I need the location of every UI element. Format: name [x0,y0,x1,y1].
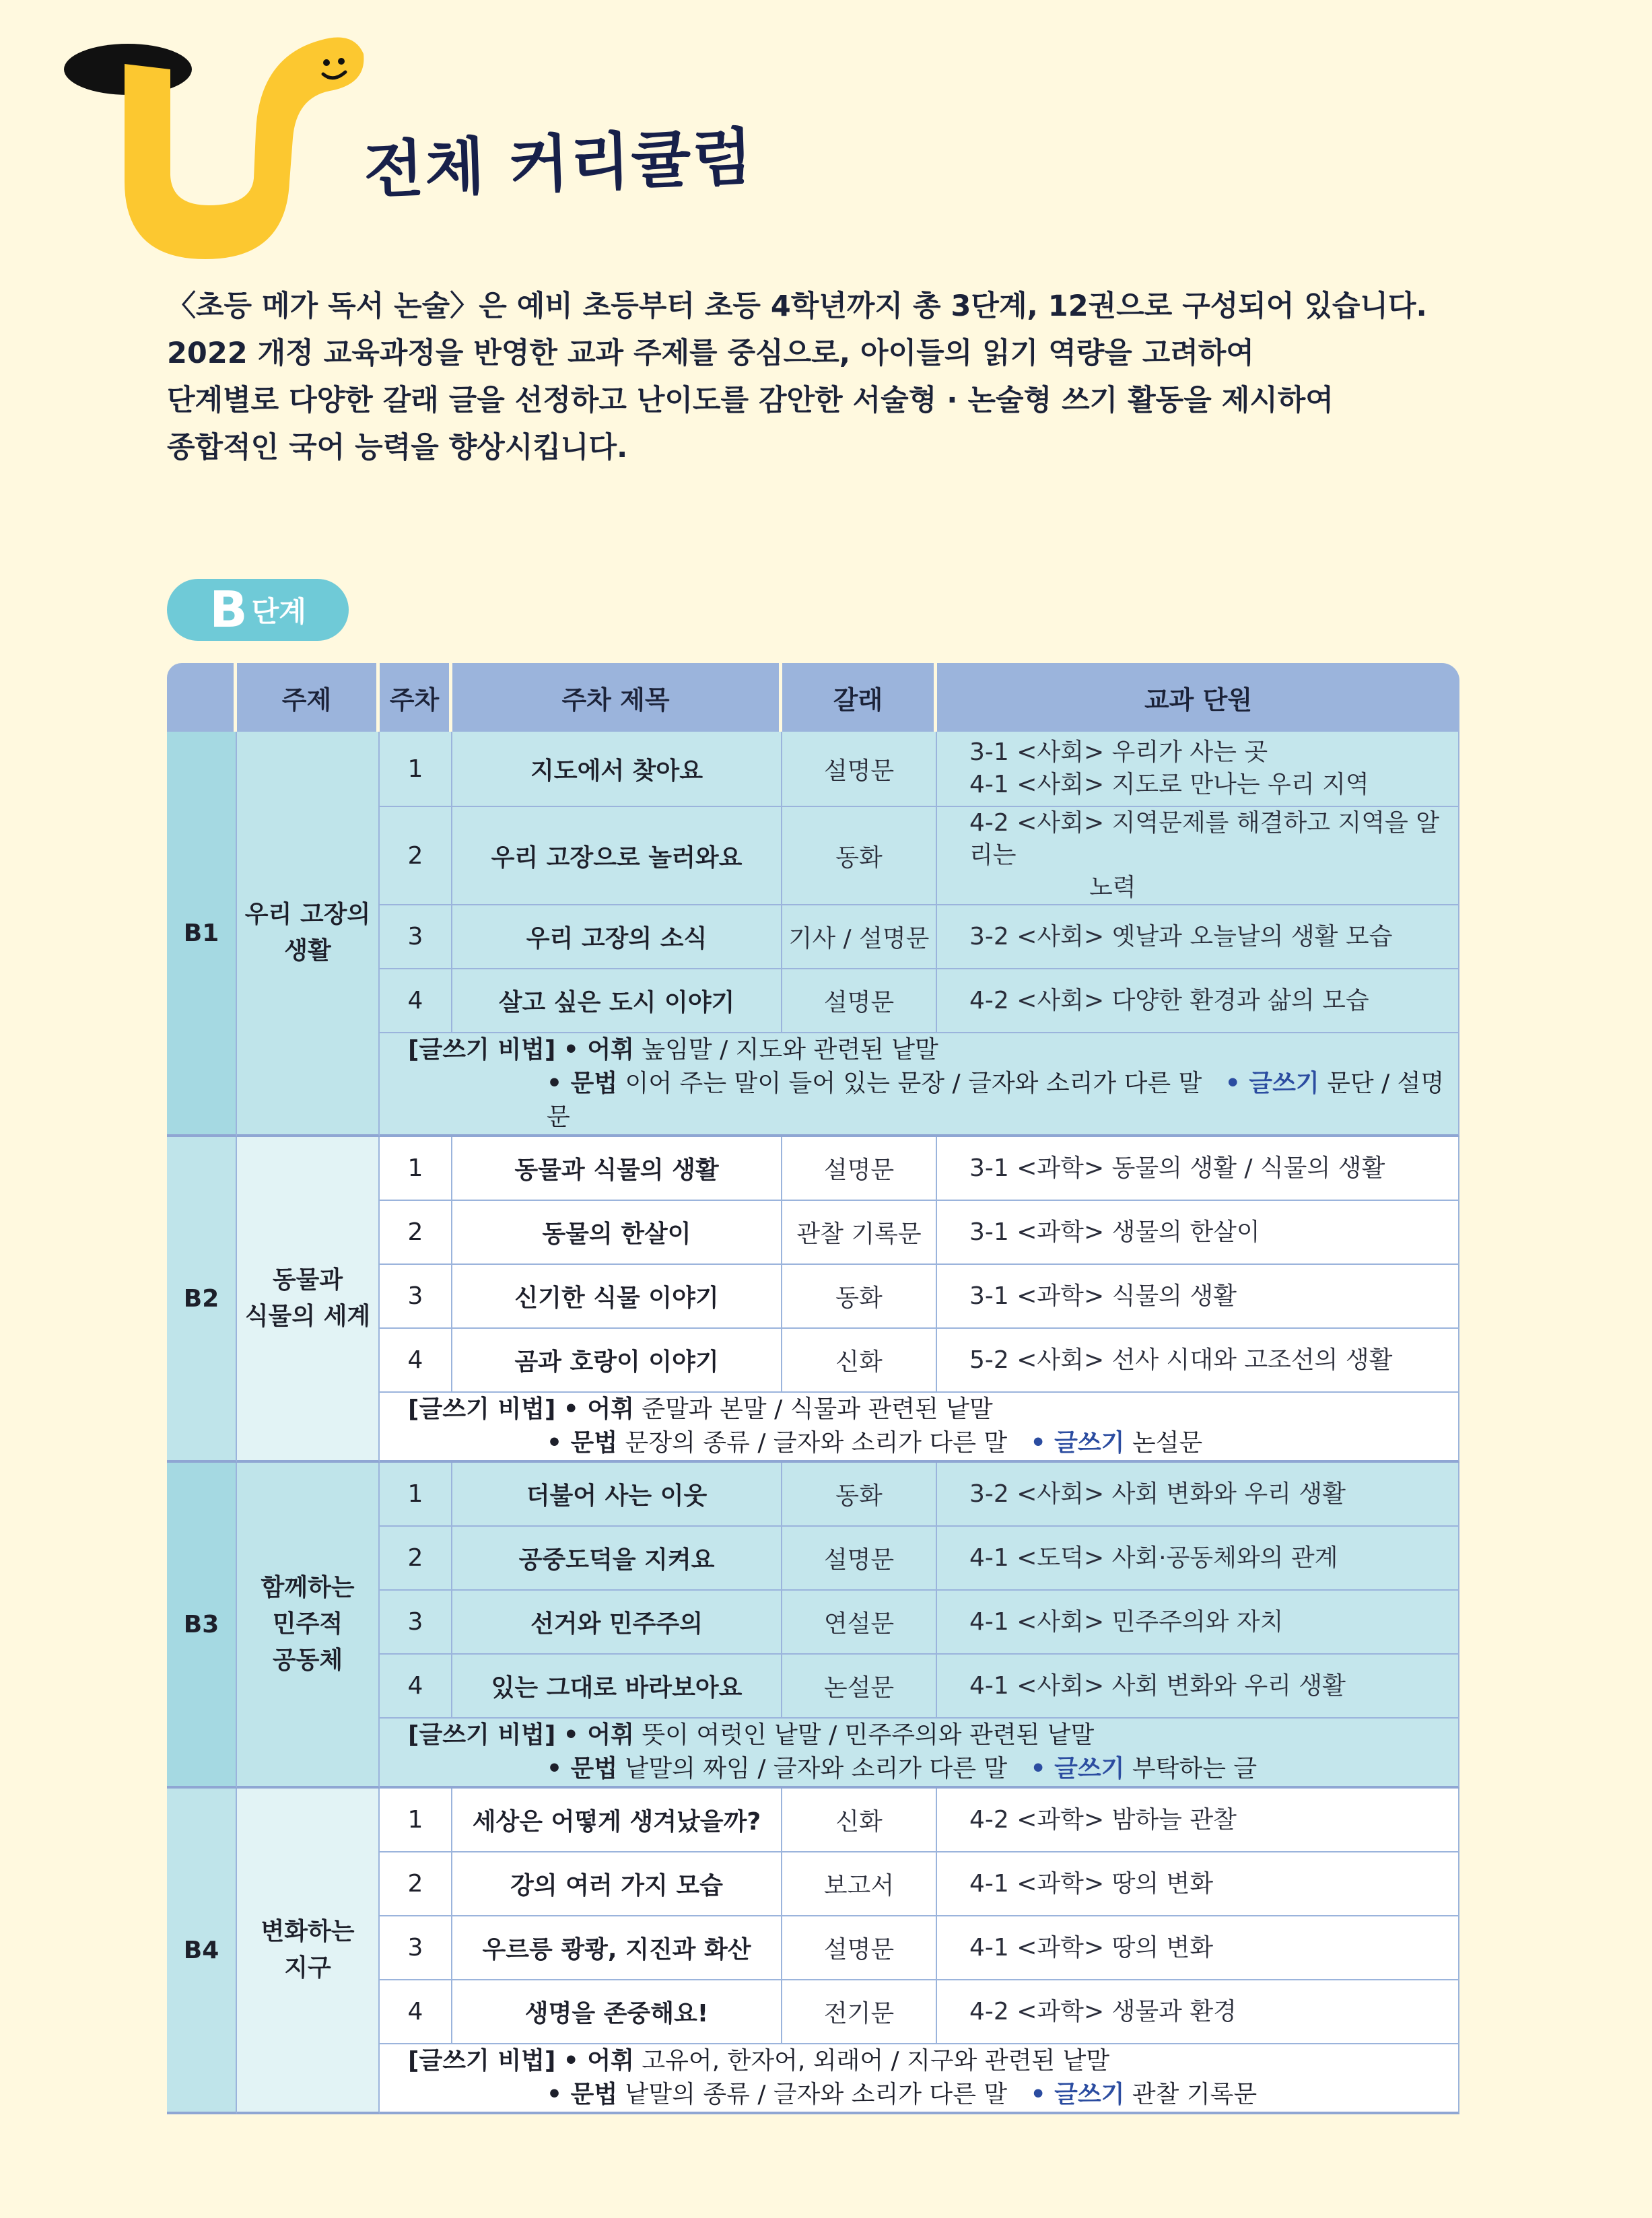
tip-label: [글쓰기 비법] [408,1036,556,1064]
group-id: B3 [167,1463,237,1789]
genre: 관찰 기록문 [782,1201,937,1265]
topic-line: 공동체 [272,1647,343,1674]
week-number: 4 [380,1980,452,2044]
vocab-text: 준말과 본말 / 식물과 관련된 낱말 [633,1395,993,1423]
curriculum-unit: 4-1 <과학> 땅의 변화 [937,1916,1459,1980]
vocab-text: 뜻이 여럿인 낱말 / 민주주의와 관련된 낱말 [633,1721,1095,1749]
curriculum-unit: 4-2 <사회> 다양한 환경과 삶의 모습 [937,969,1459,1033]
genre: 설명문 [782,732,937,807]
week-title: 곰과 호랑이 이야기 [452,1329,782,1393]
week-number: 4 [380,1329,452,1393]
week-number: 3 [380,1265,452,1329]
week-title: 우리 고장으로 놀러와요 [452,807,782,905]
writing-tip [380,1033,1459,1137]
genre: 신화 [782,1329,937,1393]
week-title: 공중도덕을 지켜요 [452,1527,782,1591]
vocab-keyword: • 어휘 [563,1036,634,1064]
genre: 동화 [782,807,937,905]
writing-tip [380,2044,1459,2114]
curriculum-table [167,663,1459,2114]
topic-line: 지구 [284,1954,331,1982]
table-row [167,1463,1459,1527]
week-number: 2 [380,1852,452,1916]
curriculum-unit: 4-1 <도덕> 사회·공동체와의 관계 [937,1527,1459,1591]
group-topic [237,1463,380,1789]
unit-line: 4-2 <사회> 지역문제를 해결하고 지역을 알리는 [969,809,1439,869]
genre: 동화 [782,1265,937,1329]
header-cell [167,663,237,732]
curriculum-unit: 4-2 <과학> 생물과 환경 [937,1980,1459,2044]
writing-text: 논설문 [1124,1429,1203,1457]
week-number: 3 [380,1591,452,1655]
writing-text: 문단 / 설명문 [547,1070,1445,1131]
week-title: 선거와 민주주의 [452,1591,782,1655]
vocab-text: 높임말 / 지도와 관련된 낱말 [633,1036,938,1064]
group-id: B2 [167,1137,237,1463]
week-number: 2 [380,1527,452,1591]
week-number: 1 [380,1463,452,1527]
genre: 설명문 [782,1527,937,1591]
curriculum-unit: 3-1 <과학> 식물의 생활 [937,1265,1459,1329]
grammar-keyword: • 문법 [547,1755,618,1782]
topic-line: 식물의 세계 [244,1303,371,1330]
header-cell: 갈래 [782,663,937,732]
group-topic [237,732,380,1137]
curriculum-unit [937,807,1459,905]
genre: 보고서 [782,1852,937,1916]
table-row [167,1789,1459,1852]
grammar-text: 이어 주는 말이 들어 있는 문장 / 글자와 소리가 다른 말 [617,1070,1202,1097]
week-number: 3 [380,905,452,969]
vocab-text: 고유어, 한자어, 외래어 / 지구와 관련된 낱말 [633,2047,1110,2075]
week-title: 생명을 존중해요! [452,1980,782,2044]
genre: 신화 [782,1789,937,1852]
unit-line: 3-1 <사회> 우리가 사는 곳 [969,738,1268,766]
week-title: 동물과 식물의 생활 [452,1137,782,1201]
topic-line: 생활 [284,937,331,965]
curriculum-unit: 5-2 <사회> 선사 시대와 고조선의 생활 [937,1329,1459,1393]
week-title: 세상은 어떻게 생겨났을까? [452,1789,782,1852]
genre: 기사 / 설명문 [782,905,937,969]
vocab-keyword: • 어휘 [563,1721,634,1749]
grammar-keyword: • 문법 [547,1429,618,1457]
curriculum-unit: 3-2 <사회> 사회 변화와 우리 생활 [937,1463,1459,1527]
stage-badge [167,579,349,641]
genre: 동화 [782,1463,937,1527]
week-number: 1 [380,1137,452,1201]
genre: 논설문 [782,1655,937,1719]
genre: 설명문 [782,1916,937,1980]
intro-line: 〈초등 메가 독서 논술〉은 예비 초등부터 초등 4학년까지 총 3단계, 12권으로 구성되어 있습니다. [167,289,1427,323]
mascot-eye-right [338,58,345,65]
grammar-text: 낱말의 짜임 / 글자와 소리가 다른 말 [617,1755,1008,1782]
table-row [167,732,1459,807]
group-id: B4 [167,1789,237,2114]
curriculum-unit: 3-1 <과학> 생물의 한살이 [937,1201,1459,1265]
genre: 설명문 [782,1137,937,1201]
week-title: 있는 그대로 바라보아요 [452,1655,782,1719]
header-cell: 주차 [380,663,452,732]
grammar-text: 낱말의 종류 / 글자와 소리가 다른 말 [617,2081,1008,2108]
mascot-eye-left [323,59,330,66]
week-title: 살고 싶은 도시 이야기 [452,969,782,1033]
curriculum-unit: 4-1 <과학> 땅의 변화 [937,1852,1459,1916]
week-title: 신기한 식물 이야기 [452,1265,782,1329]
writing-keyword: • 글쓰기 [1225,1070,1319,1097]
intro-line: 단계별로 다양한 갈래 글을 선정하고 난이도를 감안한 서술형 · 논술형 쓰기 활동을 제시하여 [167,384,1334,417]
week-number: 2 [380,1201,452,1265]
mascot-body [125,38,364,260]
group-topic [237,1789,380,2114]
header-cell: 교과 단원 [937,663,1459,732]
topic-line: 우리 고장의 [244,901,371,928]
grammar-keyword: • 문법 [547,1070,618,1097]
unit-line: 노력 [1089,874,1136,901]
week-title: 우리 고장의 소식 [452,905,782,969]
grammar-text: 문장의 종류 / 글자와 소리가 다른 말 [617,1429,1008,1457]
table-row [167,1137,1459,1201]
week-number: 4 [380,969,452,1033]
tip-label: [글쓰기 비법] [408,1395,556,1423]
genre: 연설문 [782,1591,937,1655]
curriculum-unit [937,732,1459,807]
topic-line: 동물과 [272,1266,343,1294]
writing-tip [380,1719,1459,1789]
vocab-keyword: • 어휘 [563,1395,634,1423]
week-number: 4 [380,1655,452,1719]
writing-keyword: • 글쓰기 [1030,1755,1125,1782]
topic-line: 변화하는 [261,1918,355,1945]
mascot-logo [64,37,367,269]
header-cell: 주제 [237,663,380,732]
stage-word: 단계 [251,595,306,628]
stage-letter: B [209,581,248,639]
vocab-keyword: • 어휘 [563,2047,634,2075]
genre: 설명문 [782,969,937,1033]
week-title: 강의 여러 가지 모습 [452,1852,782,1916]
curriculum-unit: 4-1 <사회> 사회 변화와 우리 생활 [937,1655,1459,1719]
group-id: B1 [167,732,237,1137]
writing-text: 관찰 기록문 [1124,2081,1258,2108]
writing-keyword: • 글쓰기 [1030,1429,1125,1457]
writing-keyword: • 글쓰기 [1030,2081,1125,2108]
header-cell: 주차 제목 [452,663,782,732]
week-title: 동물의 한살이 [452,1201,782,1265]
page-title: 전체 커리큘럼 [362,120,755,207]
writing-tip [380,1393,1459,1463]
unit-line: 4-1 <사회> 지도로 만나는 우리 지역 [969,771,1369,798]
intro-text [167,283,1513,471]
week-number: 1 [380,1789,452,1852]
intro-line: 2022 개정 교육과정을 반영한 교과 주제를 중심으로, 아이들의 읽기 역량을 고려하여 [167,337,1254,370]
table-header-row [167,663,1459,732]
genre: 전기문 [782,1980,937,2044]
topic-line: 민주적 [272,1610,343,1638]
writing-text: 부탁하는 글 [1124,1755,1258,1782]
intro-line: 종합적인 국어 능력을 향상시킵니다. [167,431,628,464]
curriculum-unit: 3-1 <과학> 동물의 생활 / 식물의 생활 [937,1137,1459,1201]
week-title: 우르릉 쾅쾅, 지진과 화산 [452,1916,782,1980]
week-title: 더불어 사는 이웃 [452,1463,782,1527]
week-number: 1 [380,732,452,807]
curriculum-unit: 4-2 <과학> 밤하늘 관찰 [937,1789,1459,1852]
week-number: 3 [380,1916,452,1980]
week-number: 2 [380,807,452,905]
group-topic [237,1137,380,1463]
tip-label: [글쓰기 비법] [408,2047,556,2075]
week-title: 지도에서 찾아요 [452,732,782,807]
grammar-keyword: • 문법 [547,2081,618,2108]
curriculum-unit: 3-2 <사회> 옛날과 오늘날의 생활 모습 [937,905,1459,969]
curriculum-unit: 4-1 <사회> 민주주의와 자치 [937,1591,1459,1655]
topic-line: 함께하는 [261,1574,355,1601]
tip-label: [글쓰기 비법] [408,1721,556,1749]
